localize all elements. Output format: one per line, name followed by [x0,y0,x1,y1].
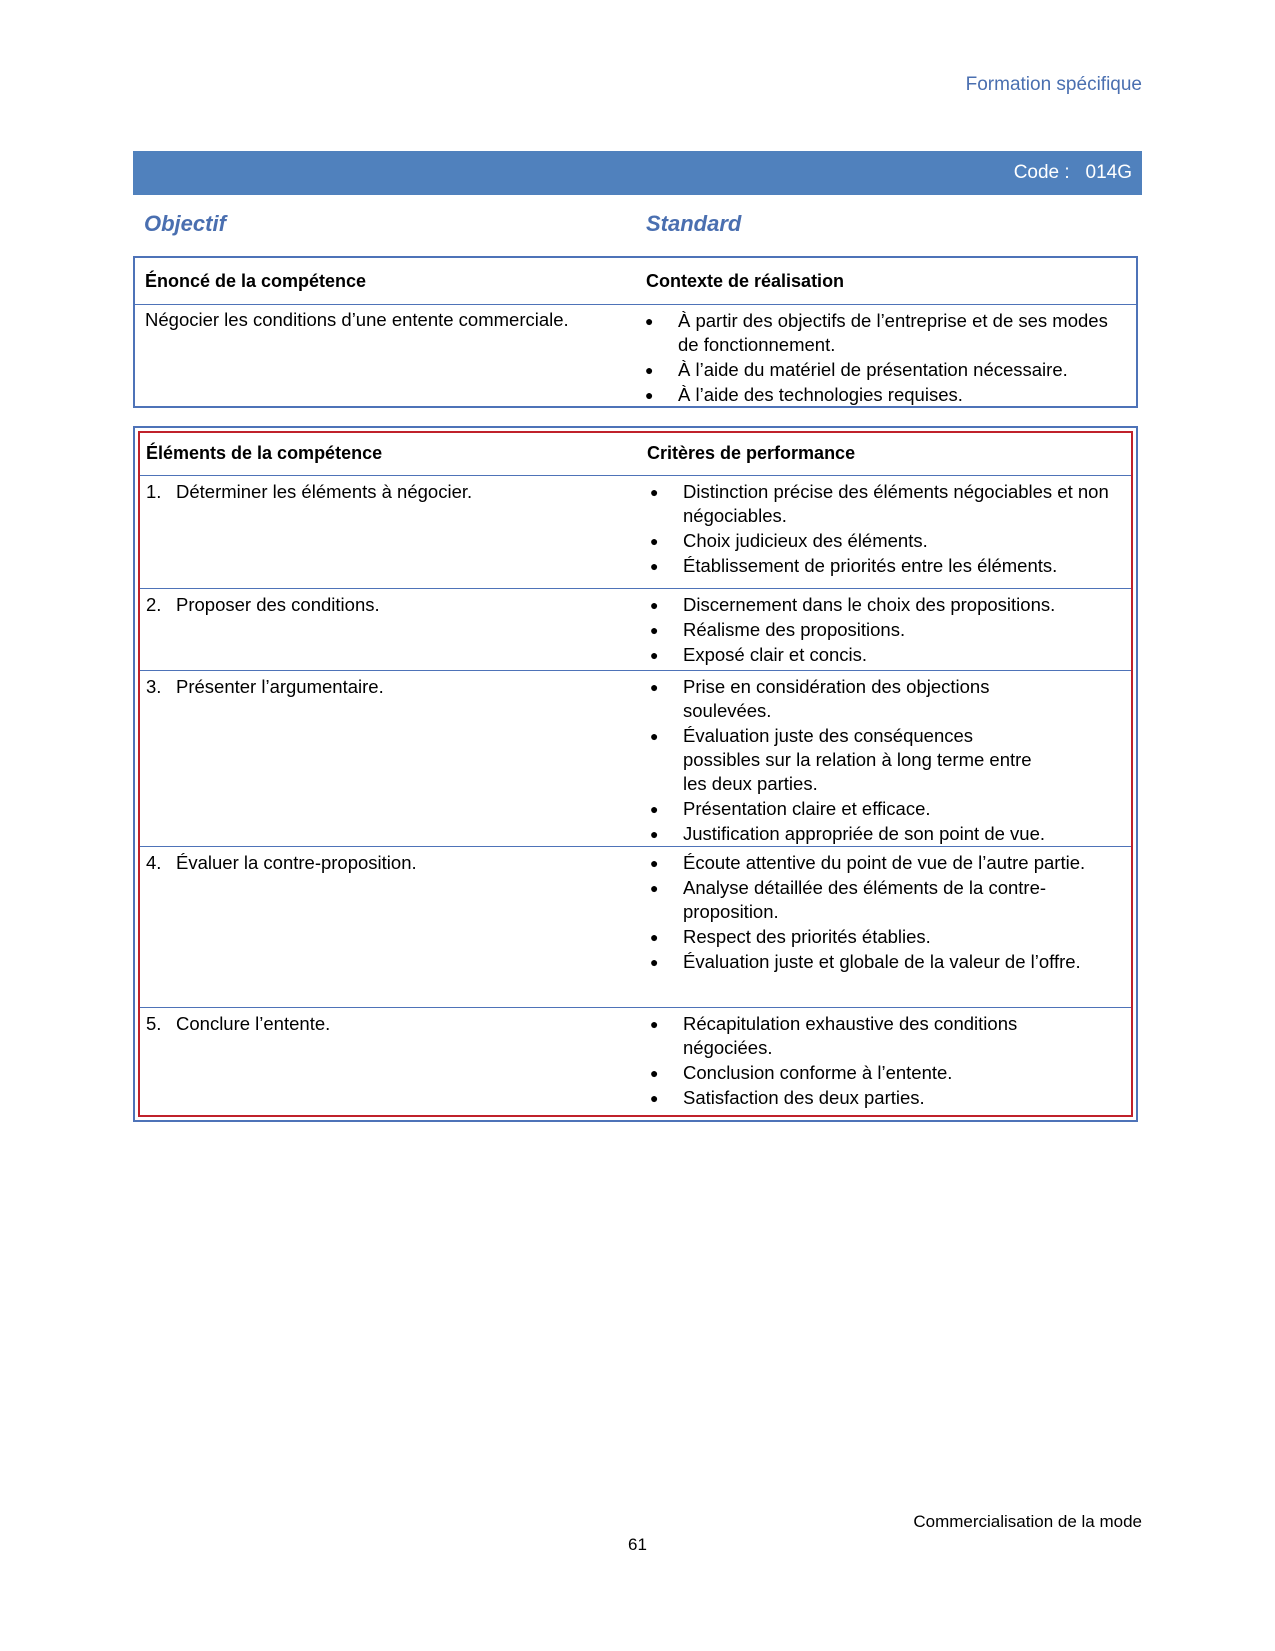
element-label: 3. Présenter l’argumentaire. [146,676,384,697]
list-item: ● À l’aide des technologies requises. [645,384,963,405]
contexte-header: Contexte de réalisation [646,271,845,291]
list-item: ● Satisfaction des deux parties. [650,1087,925,1108]
criteria-list [647,480,1117,579]
bullet-icon: ● [645,362,654,378]
list-item: ● Écoute attentive du point de vue de l’autre partie. [650,852,1086,873]
code-banner [133,151,1142,195]
context-list [642,309,1122,408]
bullet-icon: ● [650,1016,659,1032]
elements-table-inner [138,431,1133,1117]
section-labels [144,211,1134,241]
table-row [140,588,1131,671]
list-item: ● À partir des objectifs de l’entreprise et de ses modes de fonctionnement. [645,310,1108,355]
list-item: ● Présentation claire et efficace. [650,798,931,819]
criteria-list [647,851,1107,975]
element-label: 2. Proposer des conditions. [146,594,380,615]
list-item: ● Prise en considération des objections soulevées. [650,676,990,721]
bullet-icon: ● [645,313,654,329]
criteria-list [647,1012,1077,1111]
bullet-icon: ● [650,597,659,613]
bullet-icon: ● [650,484,659,500]
table-row [140,475,1131,589]
enonce-header: Énoncé de la compétence [145,271,367,291]
bullet-icon: ● [650,855,659,871]
list-item: ● Évaluation juste des conséquences possibles sur la relation à long terme entre les deux parties. [650,725,1032,794]
list-item: ● Distinction précise des éléments négociables et non négociables. [650,481,1109,526]
bullet-icon: ● [650,826,659,842]
table-row [140,846,1131,1008]
element-label: 1. Déterminer les éléments à négocier. [146,481,473,502]
criteria-list [647,675,1046,847]
bullet-icon: ● [650,929,659,945]
bullet-icon: ● [650,647,659,663]
criteria-list [647,593,1117,668]
page-number: 61 [628,1535,647,1554]
bullet-icon: ● [650,533,659,549]
list-item: ● Établissement de priorités entre les éléments. [650,555,1058,576]
objectif-label: Objectif [144,211,226,236]
list-item: ● À l’aide du matériel de présentation nécessaire. [645,359,1068,380]
competence-statement: Négocier les conditions d’une entente commerciale. [145,309,569,330]
bullet-icon: ● [650,880,659,896]
section-header: Formation spécifique [965,74,1142,95]
list-item: ● Évaluation juste et globale de la valeur de l’offre. [650,951,1081,972]
bullet-icon: ● [650,1090,659,1106]
competence-table [133,256,1138,408]
bullet-icon: ● [650,679,659,695]
bullet-icon: ● [650,954,659,970]
competence-table-header [135,258,1136,305]
bullet-icon: ● [650,801,659,817]
bullet-icon: ● [650,558,659,574]
table-row [140,670,1131,847]
list-item: ● Réalisme des propositions. [650,619,906,640]
criteres-header: Critères de performance [647,443,856,463]
bullet-icon: ● [650,1065,659,1081]
list-item: ● Respect des priorités établies. [650,926,931,947]
elements-table-header [140,433,1131,476]
list-item: ● Conclusion conforme à l’entente. [650,1062,953,1083]
list-item: ● Discernement dans le choix des propositions. [650,594,1056,615]
code-label: Code : 014G [1013,162,1132,183]
list-item: ● Choix judicieux des éléments. [650,530,928,551]
standard-label: Standard [646,211,742,236]
bullet-icon: ● [650,622,659,638]
element-label: 4. Évaluer la contre-proposition. [146,852,417,873]
bullet-icon: ● [650,728,659,744]
bullet-icon: ● [645,387,654,403]
elements-header: Éléments de la compétence [146,443,383,463]
elements-table [133,426,1138,1122]
list-item: ● Justification appropriée de son point de vue. [650,823,1046,844]
table-row [140,1007,1131,1117]
list-item: ● Exposé clair et concis. [650,644,868,665]
element-label: 5. Conclure l’entente. [146,1013,331,1034]
footer-title: Commercialisation de la mode [913,1512,1142,1531]
list-item: ● Analyse détaillée des éléments de la contre-proposition. [650,877,1047,922]
list-item: ● Récapitulation exhaustive des conditions négociées. [650,1013,1018,1058]
